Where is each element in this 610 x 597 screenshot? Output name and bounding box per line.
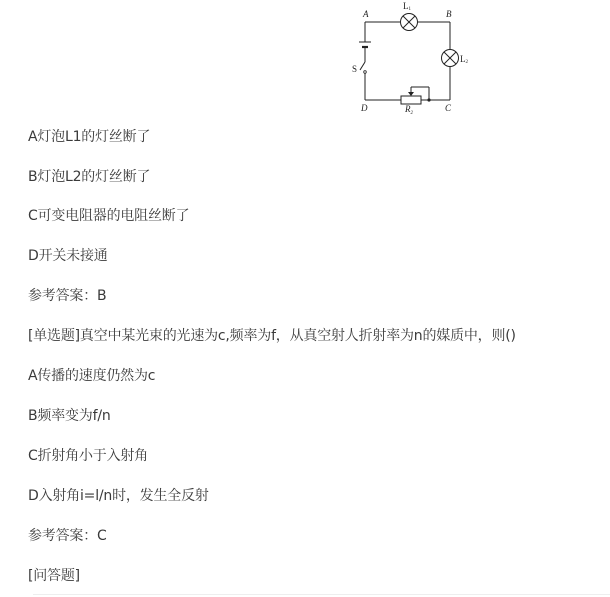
switch-label: S <box>352 64 358 74</box>
question-stem: [问答题] <box>28 568 80 584</box>
node-c-label: C <box>445 103 452 113</box>
option-b: B频率变为f/n <box>28 408 111 424</box>
option-d: D开关未接通 <box>28 248 108 264</box>
node-a-label: A <box>363 9 369 19</box>
answer-text: 参考答案：B <box>28 288 107 304</box>
answer-text: 参考答案：C <box>28 528 107 544</box>
option-c: C可变电阻器的电阻丝断了 <box>28 208 190 224</box>
circuit-diagram <box>345 0 470 118</box>
node-b-label: B <box>446 9 452 19</box>
option-a: A传播的速度仍然为c <box>28 368 156 384</box>
node-d-label: D <box>361 103 368 113</box>
option-c: C折射角小于入射角 <box>28 448 148 464</box>
lamp1-label: L1 <box>403 1 411 12</box>
divider <box>33 594 610 595</box>
option-d: D入射角i=l/n时，发生全反射 <box>28 488 209 504</box>
option-a: A灯泡L1的灯丝断了 <box>28 129 151 145</box>
question-stem: [单选题]真空中某光束的光速为c,频率为f，从真空射人折射率为n的媒质中，则() <box>28 328 516 344</box>
rheostat-label: $R_2$ <box>405 104 413 116</box>
lamp2-label: L2 <box>460 54 468 65</box>
option-b: B灯泡L2的灯丝断了 <box>28 169 151 185</box>
